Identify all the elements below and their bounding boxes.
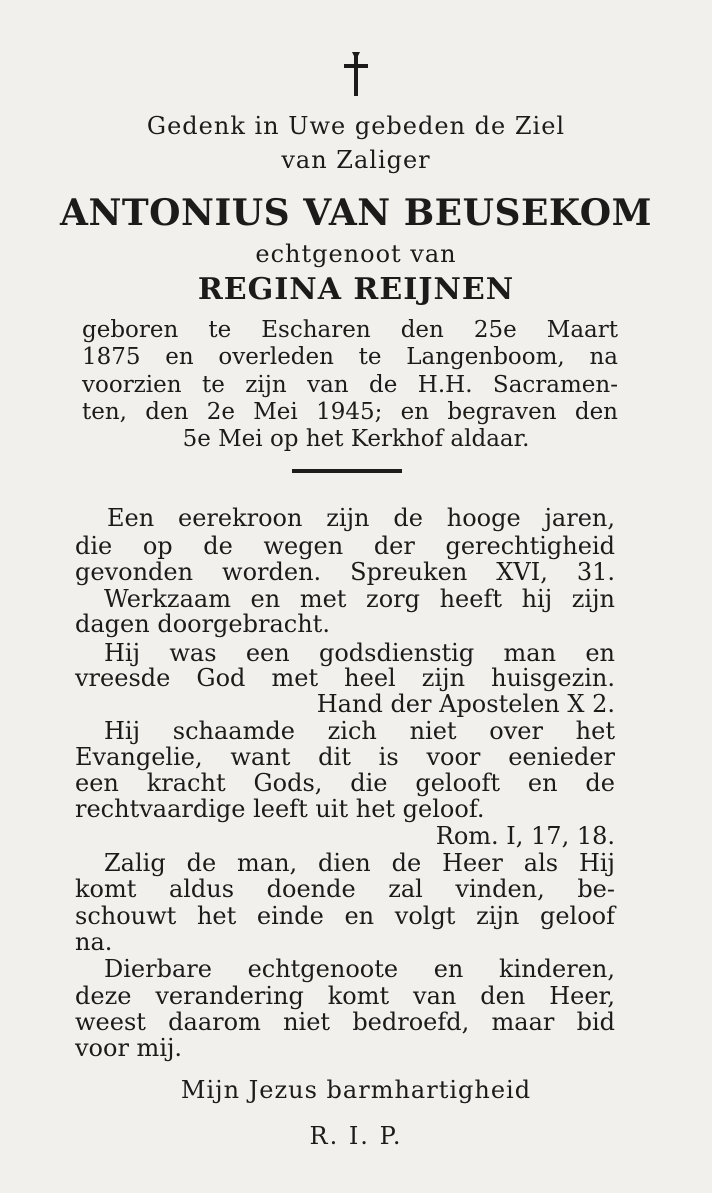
- verse-line: komt aldus doende zal vinden, be-: [75, 875, 615, 903]
- closing-prayer: Mijn Jezus barmhartigheid: [180, 1076, 532, 1104]
- bio-line: 5e Mei op het Kerkhof aldaar.: [182, 426, 530, 452]
- verse-line: vreesde God met heel zijn huisgezin.: [75, 664, 615, 692]
- verse-line: deze verandering komt van den Heer,: [75, 982, 615, 1010]
- verse-line: Evangelie, want dit is voor eenieder: [75, 743, 615, 771]
- divider: [292, 469, 402, 473]
- header-line-2: van Zaliger: [281, 146, 431, 174]
- rip-text: R. I. P.: [309, 1122, 403, 1150]
- bio-line: voorzien te zijn van de H.H. Sacramen-: [82, 372, 618, 398]
- bio-line: ten, den 2e Mei 1945; en begraven den: [82, 399, 618, 425]
- deceased-name: ANTONIUS VAN BEUSEKOM: [60, 192, 652, 234]
- verse-line: Zalig de man, dien de Heer als Hij: [104, 849, 615, 877]
- verse-line: voor mij.: [75, 1034, 183, 1062]
- bio-line: geboren te Escharen den 25e Maart: [82, 317, 618, 343]
- bio-line: 1875 en overleden te Langenboom, na: [82, 344, 618, 370]
- verse-line: schouwt het einde en volgt zijn geloof: [75, 902, 615, 930]
- verse-line: Hij was een godsdienstig man en: [104, 639, 615, 667]
- verse-line: na.: [75, 928, 113, 956]
- relation-text: echtgenoot van: [255, 240, 457, 268]
- verse-line: Hand der Apostelen X 2.: [316, 690, 615, 718]
- verse-line: die op de wegen der gerechtigheid: [75, 532, 615, 560]
- verse-line: gevonden worden. Spreuken XVI, 31.: [75, 558, 615, 586]
- verse-line: weest daarom niet bedroefd, maar bid: [75, 1008, 615, 1036]
- verse-line: Een eerekroon zijn de hooge jaren,: [107, 504, 615, 532]
- verse-line: Hij schaamde zich niet over het: [104, 717, 615, 745]
- verse-line: Dierbare echtgenoote en kinderen,: [104, 955, 615, 983]
- verse-line: dagen doorgebracht.: [75, 610, 330, 638]
- verse-line: Werkzaam en met zorg heeft hij zijn: [104, 585, 615, 613]
- verse-line: Rom. I, 17, 18.: [435, 822, 615, 850]
- verse-line: een kracht Gods, die gelooft en de: [75, 769, 615, 797]
- header-line-1: Gedenk in Uwe gebeden de Ziel: [146, 112, 566, 140]
- verse-line: rechtvaardige leeft uit het geloof.: [75, 795, 485, 823]
- spouse-name: REGINA REIJNEN: [197, 272, 515, 307]
- cross-icon: [341, 50, 371, 100]
